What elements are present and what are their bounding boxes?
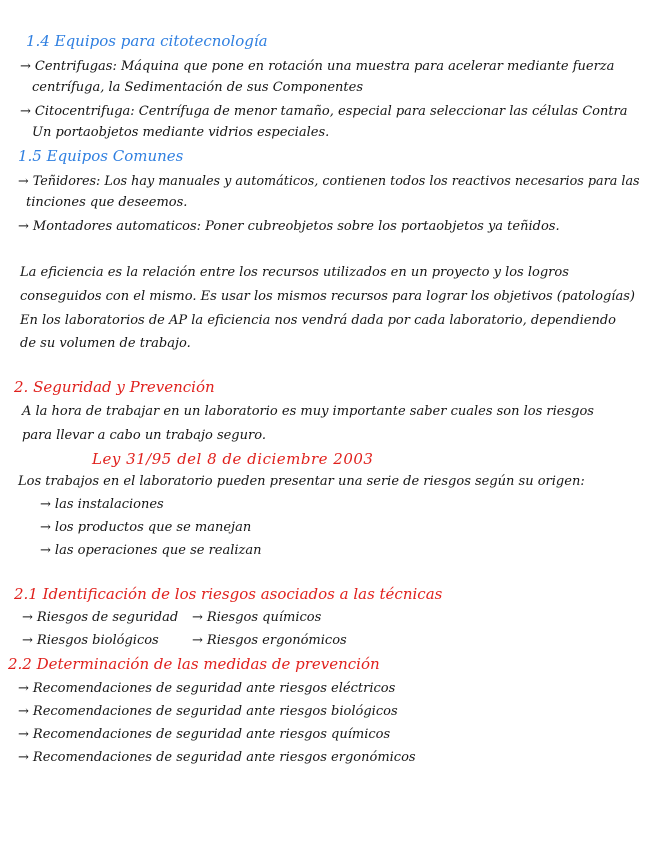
- arrow-icon: →: [40, 520, 51, 535]
- prevention-text: Recomendaciones de seguridad ante riesgos biológicos: [32, 704, 398, 719]
- law-reference: Ley 31/95 del 8 de diciembre 2003: [92, 450, 374, 468]
- bullet-text: Montadores automaticos: Poner cubreobjetos sobre los portaobjetos ya teñidos.: [32, 219, 560, 234]
- prevention-text: Recomendaciones de seguridad ante riesgos ergonómicos: [32, 750, 416, 765]
- prevention-text: Recomendaciones de seguridad ante riesgos químicos: [32, 727, 391, 742]
- efficiency-line: La eficiencia es la relación entre los recursos utilizados en un proyecto y los logros: [20, 265, 569, 280]
- section-2-2-title: 2.2 Determinación de las medidas de prevención: [8, 655, 380, 673]
- bullet-continuation: tinciones que deseemos.: [26, 195, 188, 210]
- origin-text: las instalaciones: [54, 497, 164, 512]
- section-1-4-title: 1.4 Equipos para citotecnología: [26, 32, 268, 50]
- arrow-icon: →: [18, 681, 29, 696]
- risk-item: [192, 633, 347, 649]
- arrow-icon: →: [22, 610, 33, 625]
- bullet-continuation: centrífuga, la Sedimentación de sus Componentes: [32, 80, 363, 95]
- risk-text: Riesgos de seguridad: [36, 610, 179, 625]
- prevention-item: [18, 750, 416, 766]
- arrow-icon: →: [18, 750, 29, 765]
- bullet-centrifugas: [20, 59, 614, 75]
- prevention-text: Recomendaciones de seguridad ante riesgos eléctricos: [32, 681, 396, 696]
- arrow-icon: →: [18, 704, 29, 719]
- bullet-continuation: Un portaobjetos mediante vidrios especiales.: [32, 125, 330, 140]
- section-2-intro: A la hora de trabajar en un laboratorio es muy importante saber cuales son los riesgos: [22, 404, 594, 419]
- bullet-montadores: [18, 219, 560, 235]
- arrow-icon: →: [18, 727, 29, 742]
- origin-item: [40, 520, 251, 536]
- risk-text: Riesgos biológicos: [36, 633, 159, 648]
- section-2-title: 2. Seguridad y Prevención: [14, 378, 215, 396]
- arrow-icon: →: [20, 59, 31, 74]
- arrow-icon: →: [22, 633, 33, 648]
- risks-intro: Los trabajos en el laboratorio pueden presentar una serie de riesgos según su origen:: [18, 474, 585, 489]
- arrow-icon: →: [40, 543, 51, 558]
- risk-item: [22, 633, 159, 649]
- risk-text: Riesgos químicos: [206, 610, 322, 625]
- arrow-icon: →: [18, 174, 29, 189]
- arrow-icon: →: [192, 633, 203, 648]
- arrow-icon: →: [40, 497, 51, 512]
- risk-text: Riesgos ergonómicos: [206, 633, 347, 648]
- bullet-citocentrifuga: [20, 104, 628, 120]
- risk-item: [22, 610, 178, 626]
- efficiency-line: conseguidos con el mismo. Es usar los mismos recursos para lograr los objetivos (patologías): [20, 289, 635, 304]
- prevention-item: [18, 681, 395, 697]
- bullet-text: Citocentrifuga: Centrífuga de menor tamaño, especial para seleccionar las células Contra: [34, 104, 628, 119]
- risk-item: [192, 610, 321, 626]
- origin-item: [40, 497, 164, 513]
- origin-item: [40, 543, 262, 559]
- section-1-5-title: 1.5 Equipos Comunes: [18, 147, 184, 165]
- arrow-icon: →: [18, 219, 29, 234]
- arrow-icon: →: [192, 610, 203, 625]
- arrow-icon: →: [20, 104, 31, 119]
- bullet-tenidores: [18, 174, 640, 190]
- origin-text: las operaciones que se realizan: [54, 543, 262, 558]
- bullet-text: Teñidores: Los hay manuales y automáticos, contienen todos los reactivos necesarios para las: [32, 174, 640, 189]
- prevention-item: [18, 727, 390, 743]
- bullet-text: Centrifugas: Máquina que pone en rotación una muestra para acelerar mediante fuerza: [34, 59, 615, 74]
- efficiency-line: En los laboratorios de AP la eficiencia nos vendrá dada por cada laboratorio, dependiendo: [20, 313, 616, 328]
- section-2-intro: para llevar a cabo un trabajo seguro.: [22, 428, 266, 443]
- efficiency-line: de su volumen de trabajo.: [20, 336, 191, 351]
- origin-text: los productos que se manejan: [54, 520, 252, 535]
- prevention-item: [18, 704, 398, 720]
- section-2-1-title: 2.1 Identificación de los riesgos asociados a las técnicas: [14, 585, 443, 603]
